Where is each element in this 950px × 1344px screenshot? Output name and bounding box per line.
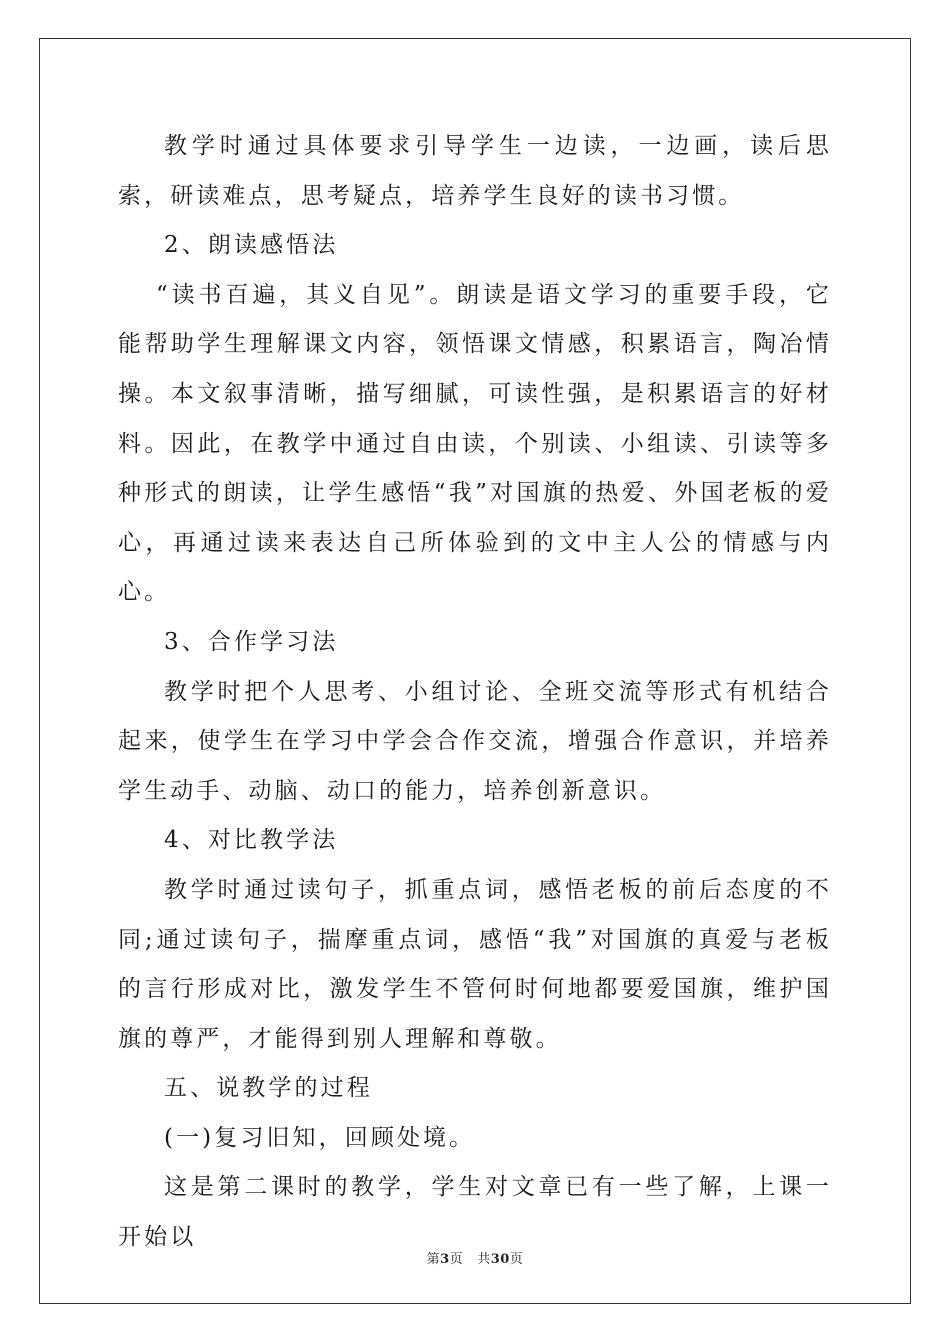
page-unit: 页: [449, 1252, 464, 1267]
paragraph-cooperative-learning: 教学时把个人思考、小组讨论、全班交流等形式有机结合起来，使学生在学习中学会合作交流，增强合作意识，并培养学生动手、动脑、动口的能力，培养创新意识。: [118, 678, 832, 804]
paragraph-reading-aloud: “读书百遍，其义自见”。朗读是语文学习的重要手段，它能帮助学生理解课文内容，领悟课文情感，积累语言，陶冶情操。本文叙事清晰，描写细腻，可读性强，是积累语言的好材料。因此，在教学中通过自由读，个别读、小组读、引读等多种形式的朗读，让学生感悟“我”对国旗的热爱、外国老板的爱心，再通过读来表达自己所体验到的文中主人公的情感与内心。: [118, 281, 832, 606]
paragraph-contrast-teaching: 教学时通过读句子，抓重点词，感悟老板的前后态度的不同;通过读句子，揣摩重点词，感悟“我”对国旗的真爱与老板的言行形成对比，激发学生不管何时何地都要爱国旗，维护国旗的尊严，才能得到别人理解和尊敬。: [118, 876, 832, 1052]
page-current-number: 3: [440, 1252, 450, 1267]
paragraph-reading-habits: 教学时通过具体要求引导学生一边读，一边画，读后思索，研读难点，思考疑点，培养学生良好的读书习惯。: [118, 133, 832, 209]
heading-contrast-teaching: 4、对比教学法: [164, 827, 339, 854]
document-body: [118, 122, 832, 1263]
heading-review-knowledge: (一)复习旧知，回顾处境。: [164, 1124, 476, 1151]
heading-teaching-process: 五、说教学的过程: [164, 1075, 373, 1102]
page-prefix: 第: [426, 1252, 441, 1267]
total-unit: 页: [509, 1252, 524, 1267]
heading-reading-aloud-method: 2、朗读感悟法: [164, 232, 339, 259]
heading-cooperative-learning: 3、合作学习法: [164, 628, 339, 655]
paragraph-second-lesson: 这是第二课时的教学，学生对文章已有一些了解，上课一开始以: [118, 1174, 832, 1251]
page-footer: [0, 1248, 950, 1267]
page-total-number: 30: [490, 1252, 510, 1267]
total-prefix: 共: [477, 1252, 491, 1267]
